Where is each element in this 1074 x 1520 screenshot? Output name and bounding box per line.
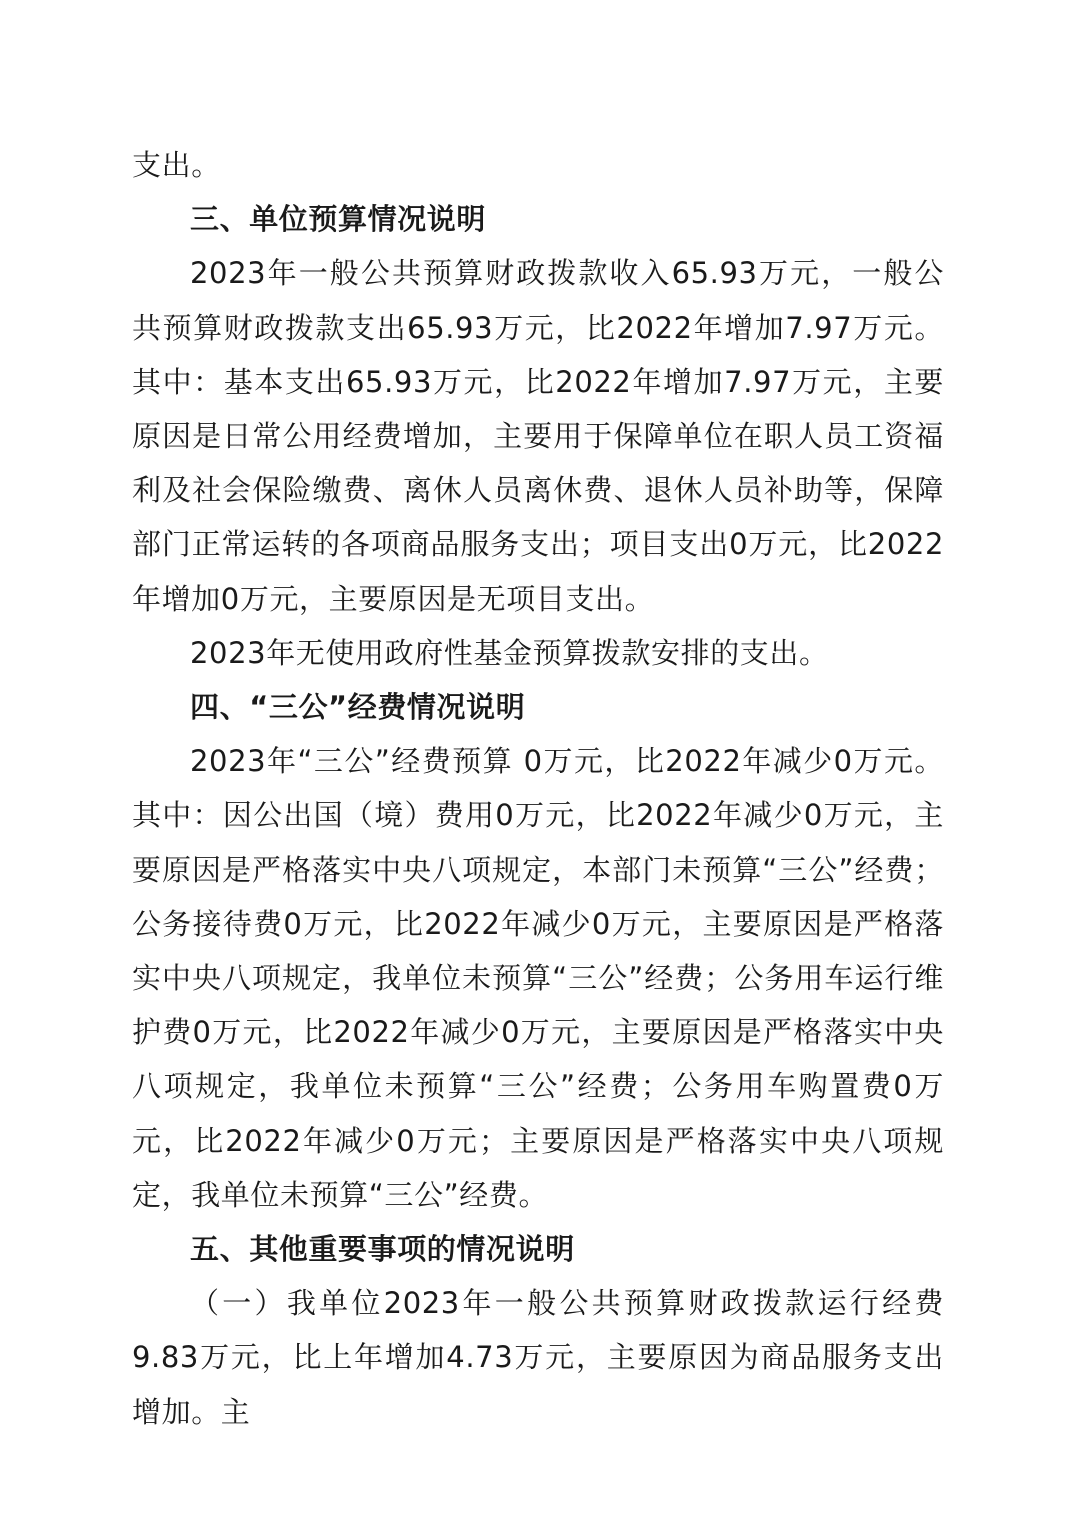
paragraph-operating-expenses: （一）我单位2023年一般公共预算财政拨款运行经费9.83万元，比上年增加4.73万元，主要原因为商品服务支出增加。主 (132, 1286, 944, 1429)
paragraph-government-fund: 2023年无使用政府性基金预算拨款安排的支出。 (190, 635, 829, 670)
paragraph-three-public-expenses: 2023年“三公”经费预算 0万元，比2022年减少0万元。其中：因公出国（境）费用0万元，比2022年减少0万元，主要原因是严格落实中央八项规定，本部门未预算“三公”经费；公务接待费0万元，比2022年减少0万元，主要原因是严格落实中央八项规定，我单位未预算“三公”经费；公务用车运行维护费0万元，比2022年减少0万元，主要原因是严格落实中央八项规定，我单位未预算“三公”经费；公务用车购置费0万元，比2022年减少0万元；主要原因是严格落实中央八项规定，我单位未预算“三公”经费。 (132, 744, 944, 1212)
section-heading-other-matters: 五、其他重要事项的情况说明 (190, 1232, 575, 1267)
section-heading-budget: 三、单位预算情况说明 (190, 202, 487, 237)
paragraph-budget-overview: 2023年一般公共预算财政拨款收入65.93万元，一般公共预算财政拨款支出65.93万元，比2022年增加7.97万元。其中：基本支出65.93万元，比2022年增加7.97万元，主要原因是日常公用经费增加，主要用于保障单位在职人员工资福利及社会保险缴费、离休人员离休费、退休人员补助等，保障部门正常运转的各项商品服务支出；项目支出0万元，比2022年增加0万元，主要原因是无项目支出。 (132, 256, 944, 616)
section-heading-three-public: 四、“三公”经费情况说明 (190, 690, 526, 725)
continuation-text: 支出。 (132, 148, 221, 182)
document-page (132, 138, 944, 1439)
